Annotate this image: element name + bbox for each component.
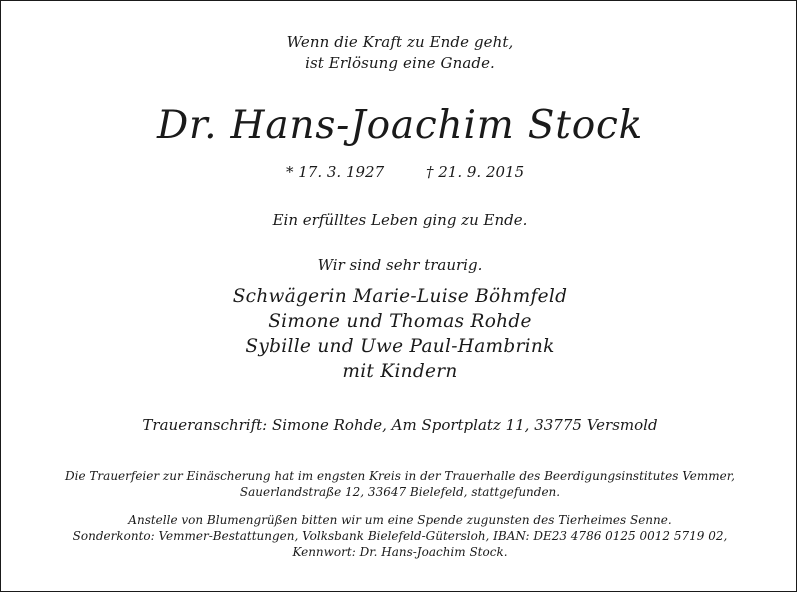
mourner-line: mit Kindern xyxy=(342,361,458,382)
donation-line-3: Kennwort: Dr. Hans-Joachim Stock. xyxy=(292,545,508,559)
motto-line-1: Wenn die Kraft zu Ende geht, xyxy=(286,33,514,51)
mourner-line: Sybille und Uwe Paul-Hambrink xyxy=(245,336,555,357)
birth-date: * 17. 3. 1927 xyxy=(286,163,385,181)
death-date: † 21. 9. 2015 xyxy=(426,163,525,181)
sad-line: Wir sind sehr traurig. xyxy=(317,256,483,274)
mourner-line: Schwägerin Marie-Luise Böhmfeld xyxy=(232,286,568,307)
mourning-address: Traueranschrift: Simone Rohde, Am Sportplatz 11, 33775 Versmold xyxy=(142,416,658,434)
donation-line-2: Sonderkonto: Vemmer-Bestattungen, Volksbank Bielefeld-Gütersloh, IBAN: DE23 4786 0125 0012 5719 02, xyxy=(72,529,728,543)
funeral-info-line-1: Die Trauerfeier zur Einäscherung hat im engsten Kreis in der Trauerhalle des Beerdigungsinstitutes Vemmer, xyxy=(65,469,735,483)
deceased-name: Dr. Hans-Joachim Stock xyxy=(156,103,644,148)
mourner-line: Simone und Thomas Rohde xyxy=(268,311,532,332)
motto-line-2: ist Erlösung eine Gnade. xyxy=(305,54,495,72)
donation-line-1: Anstelle von Blumengrüßen bitten wir um eine Spende zugunsten des Tierheimes Senne. xyxy=(128,513,672,527)
life-line: Ein erfülltes Leben ging zu Ende. xyxy=(272,211,528,229)
funeral-info-line-2: Sauerlandstraße 12, 33647 Bielefeld, stattgefunden. xyxy=(239,485,561,499)
